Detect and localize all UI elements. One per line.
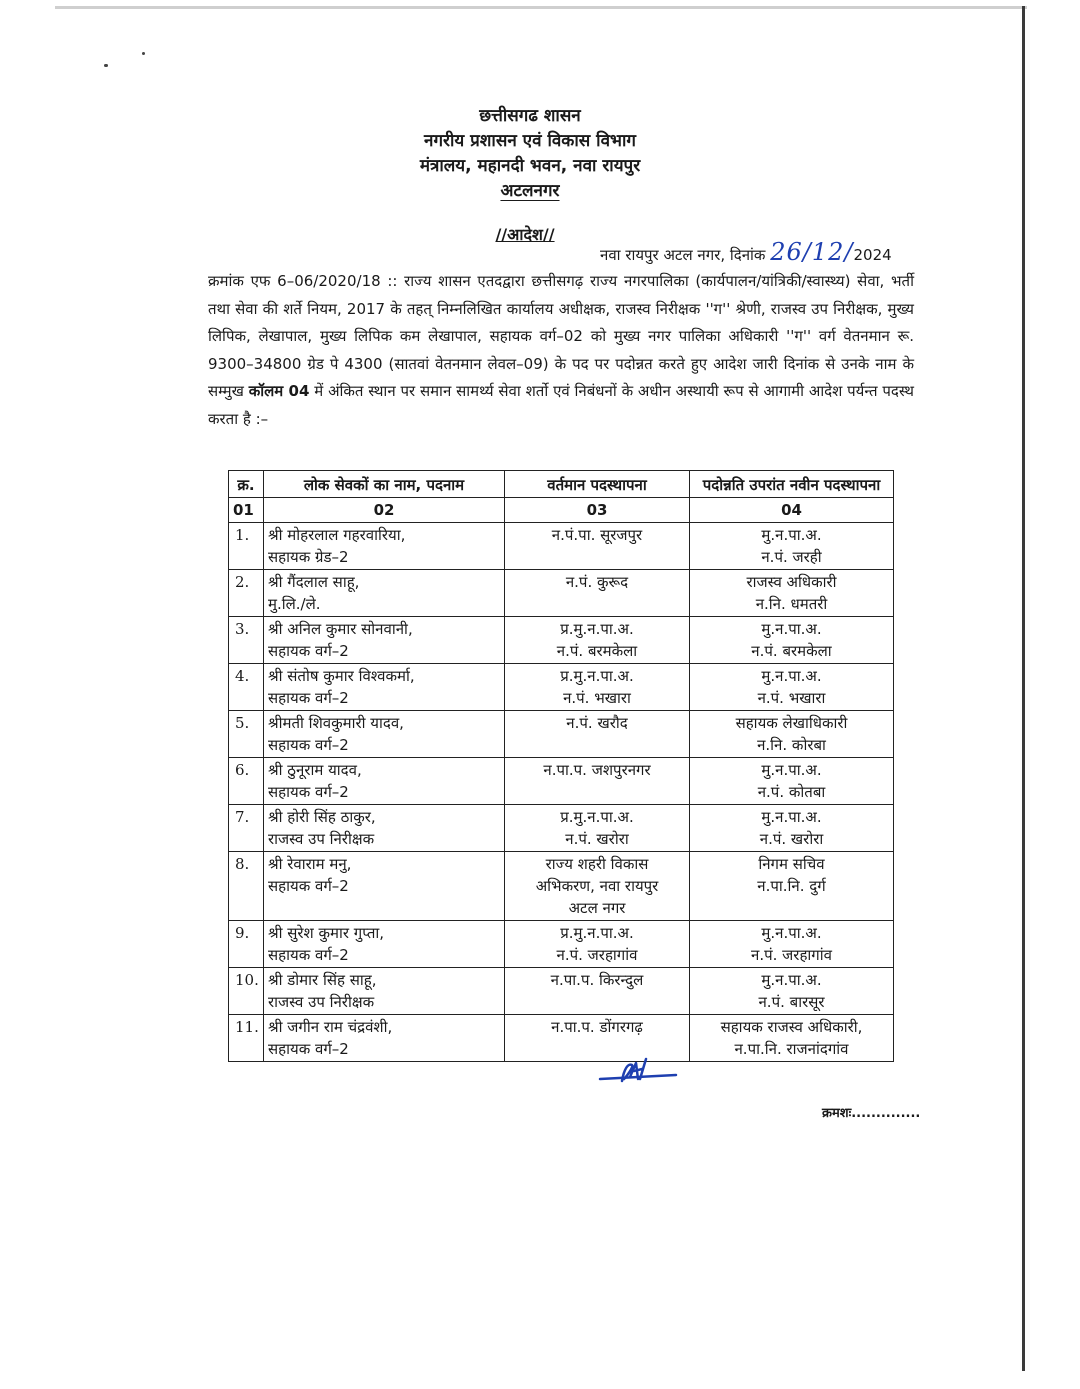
row-new-posting [690,805,894,852]
row-serial: 10. [229,968,264,1015]
letterhead-city: अटलनगर [500,181,560,201]
current-posting-line: प्र.मु.न.पा.अ. [560,620,634,638]
row-name-designation [264,921,505,968]
table-row [229,664,894,711]
employee-designation: सहायक वर्ग–2 [268,946,349,964]
new-posting-line: न.पं. जरहागांव [751,946,832,964]
table-row [229,523,894,570]
row-current-posting [505,968,690,1015]
employee-name: श्रीमती शिवकुमारी यादव, [268,714,404,732]
row-current-posting [505,852,690,921]
signature [596,1055,680,1089]
row-current-posting [505,617,690,664]
employee-name: श्री गैंदलाल साहू, [268,573,360,591]
employee-designation: सहायक वर्ग–2 [268,877,349,895]
row-current-posting [505,523,690,570]
table-row [229,852,894,921]
table-row [229,617,894,664]
employee-designation: सहायक वर्ग–2 [268,783,349,801]
employee-designation: सहायक वर्ग–2 [268,689,349,707]
employee-designation: मु.लि./ले. [268,595,321,613]
new-posting-line: मु.न.पा.अ. [761,526,822,544]
row-new-posting [690,758,894,805]
table-row [229,758,894,805]
employee-designation: राजस्व उप निरीक्षक [268,830,375,848]
row-new-posting [690,617,894,664]
row-new-posting [690,711,894,758]
row-name-designation [264,1015,505,1062]
row-new-posting [690,523,894,570]
current-posting-line: अटल नगर [568,899,626,917]
current-posting-line: न.पं.पा. सूरजपुर [551,526,643,544]
table-row [229,570,894,617]
current-posting-line: न.पं. खरोरा [565,830,629,848]
new-posting-line: मु.न.पा.अ. [761,924,822,942]
current-posting-line: प्र.मु.न.पा.अ. [560,924,634,942]
order-title: //आदेश// [495,225,555,244]
table-header-row [229,471,894,498]
row-current-posting [505,711,690,758]
order-dateline [600,238,920,266]
employee-name: श्री डोमार सिंह साहू, [268,971,377,989]
table-row [229,805,894,852]
row-new-posting [690,570,894,617]
row-serial: 3. [229,617,264,664]
row-name-designation [264,570,505,617]
current-posting-line: न.पं. खरौद [566,714,628,732]
current-posting-line: न.पं. जरहागांव [556,946,638,964]
paragraph-text-1: क्रमांक एफ 6–06/2020/18 :: राज्य शासन एतदद्वारा छत्तीसगढ़ राज्य नगरपालिका (कार्यपालन/यांत्रिकी/स्वास्थ्य) सेवा, भर्ती तथा सेवा की शर्ते नियम, 2017 के तहत् निम्नलिखित कार्यालय अधीक्षक, राजस्व निरीक्षक ''ग'' श्रेणी, राजस्व उप निरीक्षक, मुख्य लिपिक, लेखापाल, मुख्य लिपिक कम लेखापाल, सहायक वर्ग–02 को मुख्य नगर पालिका अधिकारी ''ग'' वर्ग वेतनमान रू. 9300–34800 ग्रेड पे 4300 (सातवां वेतनमान लेवल–09) के पद पर पदोन्नत करते हुए आदेश जारी दिनांक से उनके नाम के सम्मुख [208,272,914,400]
posting-table [228,470,894,1062]
new-posting-line: मु.न.पा.अ. [761,808,822,826]
row-current-posting [505,758,690,805]
scan-speck [104,64,108,67]
column-number: 04 [690,498,894,523]
table-row [229,711,894,758]
order-paragraph [208,268,914,433]
row-name-designation [264,664,505,711]
row-name-designation [264,617,505,664]
employee-name: श्री सुरेश कुमार गुप्ता, [268,924,385,942]
employee-designation: सहायक वर्ग–2 [268,736,349,754]
continued-marker: क्रमशः.............. [822,1106,921,1121]
new-posting-line: मु.न.पा.अ. [761,971,822,989]
new-posting-line: न.पं. जरही [761,548,822,566]
employee-name: श्री होरी सिंह ठाकुर, [268,808,376,826]
paragraph-text-2: में अंकित स्थान पर समान सामर्थ्य सेवा शर्तो एवं निबंधनों के अधीन अस्थायी रूप से आगामी आदेश पर्यन्त पदस्थ करता है :– [208,382,914,428]
column-number: 03 [505,498,690,523]
current-posting-line: न.पा.प. किरन्दुल [550,971,644,989]
employee-name: श्री जगीन राम चंद्रवंशी, [268,1018,393,1036]
new-posting-line: न.पं. कोतबा [757,783,826,801]
row-new-posting [690,852,894,921]
scan-speck [142,52,145,55]
scan-right-edge [1022,6,1025,1371]
row-name-designation [264,805,505,852]
row-serial: 5. [229,711,264,758]
new-posting-line: न.पं. बारसूर [758,993,825,1011]
new-posting-line: मु.न.पा.अ. [761,620,822,638]
new-posting-line: न.नि. कोरबा [757,736,826,754]
scan-top-edge [55,6,1027,9]
employee-designation: सहायक वर्ग–2 [268,1040,349,1058]
employee-name: श्री अनिल कुमार सोनवानी, [268,620,413,638]
row-name-designation [264,711,505,758]
row-current-posting [505,570,690,617]
new-posting-line: न.पं. खरोरा [759,830,824,848]
new-posting-line: न.पा.नि. दुर्ग [757,877,826,895]
row-name-designation [264,523,505,570]
row-current-posting [505,805,690,852]
current-posting-line: अभिकरण, नवा रायपुर [535,877,659,895]
row-serial: 1. [229,523,264,570]
row-serial: 4. [229,664,264,711]
new-posting-line: न.पं. भखारा [757,689,826,707]
current-posting-line: न.पं. कुरूद [565,573,629,591]
table-row [229,968,894,1015]
new-posting-line: राजस्व अधिकारी [746,573,837,591]
header-new-posting: पदोन्नति उपरांत नवीन पदस्थापना [690,471,894,498]
header-serial: क्र. [229,471,264,498]
row-serial: 2. [229,570,264,617]
new-posting-line: न.पं. बरमकेला [751,642,832,660]
handwritten-date: 26/12/ [770,238,854,266]
new-posting-line: निगम सचिव [758,855,825,873]
row-serial: 9. [229,921,264,968]
current-posting-line: प्र.मु.न.पा.अ. [560,667,634,685]
new-posting-line: न.नि. धमतरी [755,595,828,613]
table-column-number-row [229,498,894,523]
current-posting-line: न.पा.प. जशपुरनगर [543,761,651,779]
employee-designation: राजस्व उप निरीक्षक [268,993,375,1011]
letterhead-government: छत्तीसगढ शासन [479,106,581,126]
current-posting-line: राज्य शहरी विकास [545,855,649,873]
header-name-designation: लोक सेवकों का नाम, पदनाम [264,471,505,498]
column-number: 01 [229,498,264,523]
new-posting-line: मु.न.पा.अ. [761,667,822,685]
current-posting-line: न.पा.प. डोंगरगढ़ [551,1018,643,1036]
row-new-posting [690,968,894,1015]
table-row [229,1015,894,1062]
new-posting-line: न.पा.नि. राजनांदगांव [734,1040,849,1058]
letterhead-address: मंत्रालय, महानदी भवन, नवा रायपुर [419,156,641,176]
row-new-posting [690,921,894,968]
employee-name: श्री ठुनूराम यादव, [268,761,362,779]
column-number: 02 [264,498,505,523]
employee-name: श्री संतोष कुमार विश्वकर्मा, [268,667,415,685]
row-serial: 8. [229,852,264,921]
row-serial: 7. [229,805,264,852]
dateline-year: 2024 [853,246,892,264]
row-current-posting [505,664,690,711]
employee-name: श्री रेवाराम मनु, [268,855,352,873]
table-row [229,921,894,968]
row-serial: 6. [229,758,264,805]
paragraph-bold-column: कॉलम 04 [248,382,310,400]
row-name-designation [264,852,505,921]
letterhead [0,104,1080,204]
new-posting-line: सहायक लेखाधिकारी [735,714,848,732]
dateline-prefix: नवा रायपुर अटल नगर, दिनांक [600,246,766,264]
employee-designation: सहायक ग्रेड–2 [268,548,349,566]
current-posting-line: न.पं. भखारा [563,689,631,707]
employee-designation: सहायक वर्ग–2 [268,642,349,660]
letterhead-department: नगरीय प्रशासन एवं विकास विभाग [424,131,636,151]
row-serial: 11. [229,1015,264,1062]
row-name-designation [264,968,505,1015]
row-new-posting [690,664,894,711]
current-posting-line: प्र.मु.न.पा.अ. [560,808,634,826]
employee-name: श्री मोहरलाल गहरवारिया, [268,526,406,544]
row-current-posting [505,921,690,968]
row-name-designation [264,758,505,805]
row-new-posting [690,1015,894,1062]
header-current-posting: वर्तमान पदस्थापना [505,471,690,498]
current-posting-line: न.पं. बरमकेला [556,642,638,660]
new-posting-line: सहायक राजस्व अधिकारी, [720,1018,863,1036]
new-posting-line: मु.न.पा.अ. [761,761,822,779]
